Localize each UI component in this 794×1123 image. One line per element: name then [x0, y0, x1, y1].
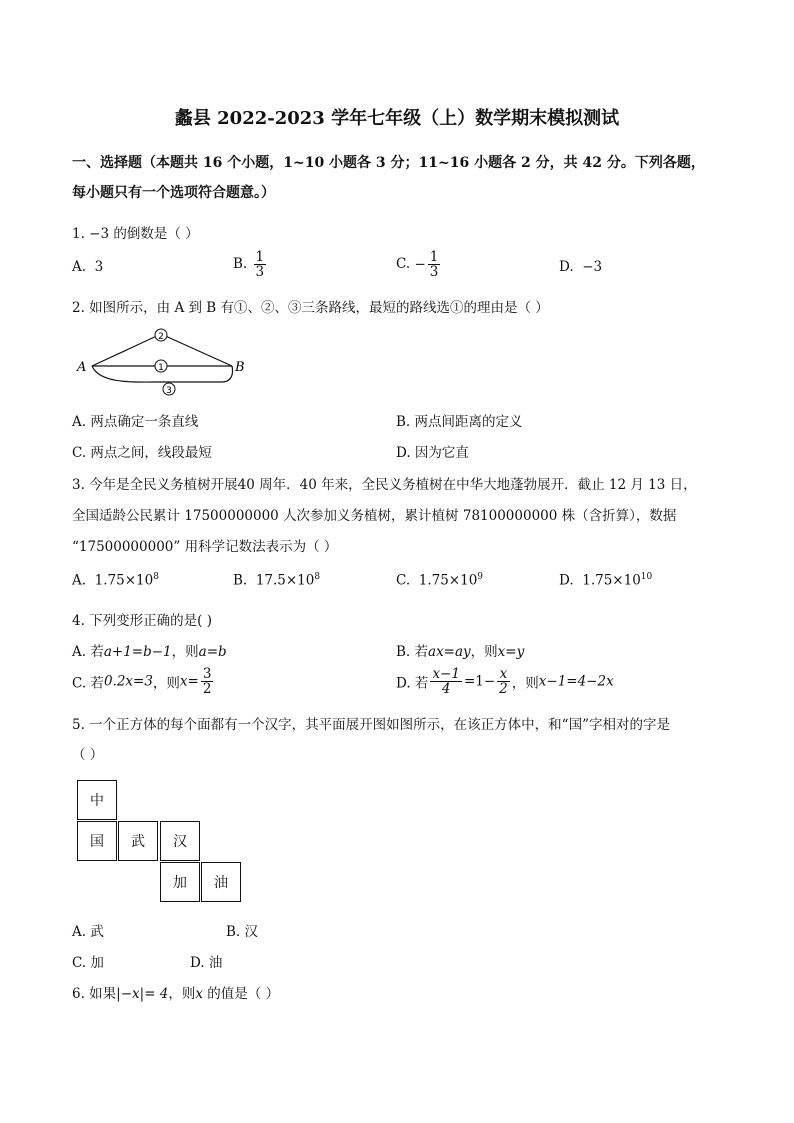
q3-d-value: 1.75×10: [582, 572, 641, 589]
q4-b-result: x=y: [497, 644, 525, 660]
q5-option-d: D. 油: [190, 955, 223, 971]
q5-line2: （ ）: [72, 747, 104, 763]
q2-option-a: A. 两点确定一条直线: [72, 414, 199, 430]
q3-option-c: [396, 572, 483, 589]
q3-c-letter: C.: [396, 572, 411, 589]
q4-d-denominator-left: 4: [441, 681, 451, 698]
q3-c-value: 1.75×10: [418, 572, 478, 589]
q3-b-value: 17.5×10: [255, 572, 315, 589]
q3-option-d: [559, 572, 652, 589]
route-1-number: 1: [158, 363, 164, 373]
route-3-number: 3: [166, 386, 172, 396]
q4-d-fraction-right: [497, 667, 510, 696]
q4-b-then: ，则: [470, 644, 498, 660]
q2-stem: 2. 如图所示，由 A 到 B 有①、②、③三条路线，最短的路线选①的理由是（ ）: [72, 300, 549, 316]
q3-line2: 全国适龄公民累计 17500000000 人次参加义务植树，累计植树 78100000000 株（含折算），数据: [72, 508, 677, 524]
net-cell-jia: 加: [160, 862, 200, 902]
q2-route-diagram: [72, 324, 252, 400]
q1-b-fraction: [254, 250, 267, 279]
q4-c-numerator: 3: [202, 666, 212, 682]
q5-line1: 5. 一个正方体的每个面都有一个汉字，其平面展开图如图所示，在该正方体中，和“国”字相对的字是: [72, 717, 670, 733]
q4-c-fraction: [201, 667, 214, 696]
q6-stem: [72, 982, 279, 1002]
section-heading-line1: 一、选择题（本题共 16 个小题，1~10 小题各 3 分；11~16 小题各 2 分，共 42 分。下列各题，: [72, 155, 705, 171]
net-cell-guo: 国: [77, 821, 117, 861]
q4-a-condition: a+1=b−1: [103, 644, 172, 660]
q5-option-c: C. 加: [72, 955, 104, 971]
q3-c-exponent: 9: [477, 572, 484, 582]
section-heading-line2: 每小题只有一个选项符合题意。）: [72, 185, 275, 201]
q4-b-prefix: B. 若: [396, 644, 429, 660]
q1-d-value: −3: [582, 259, 603, 275]
q3-a-exponent: 8: [153, 572, 159, 582]
q4-option-b: [396, 640, 524, 660]
q4-stem: 4. 下列变形正确的是( ): [72, 613, 212, 629]
q3-a-letter: A.: [72, 572, 87, 589]
q4-c-prefix: C. 若: [72, 675, 104, 692]
q6-prefix: 6. 如果: [72, 986, 117, 1002]
q4-option-d: [396, 667, 614, 696]
q4-a-prefix: A. 若: [72, 644, 104, 660]
q6-suffix: 的值是（ ）: [203, 986, 280, 1002]
q4-a-then: ，则: [171, 644, 199, 660]
net-cell-wu: 武: [118, 821, 158, 861]
q1-b-denominator: 3: [255, 264, 265, 281]
q1-c-fraction: [428, 250, 441, 279]
q1-c-letter: C.: [396, 256, 411, 273]
q4-c-denominator: 2: [202, 681, 212, 698]
q4-c-condition: 0.2x=3: [103, 673, 153, 690]
q2-option-c: C. 两点之间，线段最短: [72, 445, 212, 461]
q3-option-b: [233, 572, 320, 589]
q4-d-numerator-right: x: [497, 667, 510, 682]
q3-d-letter: D.: [559, 572, 574, 589]
q3-option-a: [72, 572, 159, 589]
q4-option-c: [72, 667, 215, 696]
q4-d-fraction-left: [430, 667, 462, 696]
q3-b-exponent: 8: [314, 572, 321, 582]
q1-d-letter: D.: [559, 259, 574, 275]
point-b-label: B: [235, 360, 245, 375]
q5-option-a: A. 武: [72, 924, 104, 940]
q6-mid: ，则: [168, 986, 196, 1002]
q4-d-middle: =1−: [463, 673, 496, 690]
q1-a-letter: A.: [72, 259, 87, 275]
q1-c-numerator: 1: [429, 249, 439, 265]
q1-option-c: [396, 250, 442, 279]
net-cell-han: 汉: [160, 821, 200, 861]
point-a-label: A: [77, 360, 87, 375]
q2-option-d: D. 因为它直: [396, 445, 469, 461]
q4-d-denominator-right: 2: [499, 681, 508, 698]
q1-c-denominator: 3: [429, 264, 439, 281]
q2-option-b: B. 两点间距离的定义: [396, 414, 523, 430]
page-title: 蠡县 2022-2023 学年七年级（上）数学期末模拟测试: [174, 108, 620, 129]
q4-option-a: [72, 640, 227, 660]
q3-b-letter: B.: [233, 572, 248, 589]
route-2-number: 2: [158, 332, 164, 342]
q1-b-numerator: 1: [255, 249, 265, 265]
q3-line3: “17500000000” 用科学记数法表示为（ ）: [72, 539, 338, 555]
q3-line1: 3. 今年是全民义务植树开展40 周年．40 年来，全民义务植树在中华大地蓬勃展开．截止 12 月 13 日，: [72, 477, 697, 493]
q4-d-prefix: D. 若: [396, 675, 429, 692]
q6-condition: |−x|= 4: [116, 986, 169, 1002]
net-cell-zhong: 中: [77, 780, 117, 820]
q3-d-exponent: 10: [640, 572, 653, 582]
q1-stem: 1. −3 的倒数是（ ）: [72, 226, 199, 242]
q4-d-result: x−1=4−2x: [538, 673, 614, 690]
q4-d-numerator-left: x−1: [432, 666, 460, 682]
q1-option-b: [233, 250, 268, 279]
q1-option-a: [72, 259, 103, 275]
q6-variable: x: [195, 986, 204, 1002]
q1-c-sign: −: [414, 256, 426, 273]
q4-c-then: ，则: [152, 675, 180, 692]
q5-option-b: B. 汉: [226, 924, 259, 940]
q1-a-value: 3: [94, 259, 104, 275]
q1-b-letter: B.: [233, 256, 248, 273]
q4-d-then: ，则: [511, 675, 539, 692]
q3-a-value: 1.75×10: [94, 572, 154, 589]
q1-option-d: [559, 259, 602, 275]
q4-a-result: a=b: [198, 644, 227, 660]
net-cell-you: 油: [201, 862, 241, 902]
q4-b-condition: ax=ay: [428, 644, 471, 660]
q4-c-lhs: x=: [179, 673, 199, 690]
